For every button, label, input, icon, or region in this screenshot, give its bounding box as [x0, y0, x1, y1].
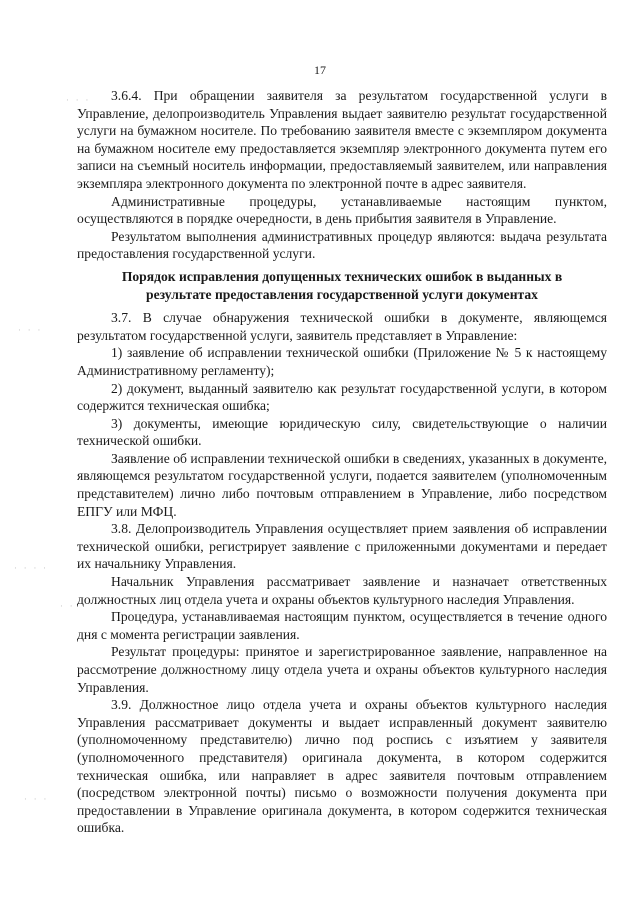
paragraph-3-9: 3.9. Должностное лицо отдела учета и охраны объектов культурного наследия Управления рассматривает документы и выдает исправленный документ заявителю (уполномоченному представителю) лично под роспись с изъятием у заявителя (уполномоченного представителя) оригинала документа, в котором содержится техническая ошибка, или направляет в адрес заявителя почтовым отправлением (посредством электронной почты) письмо о возможности получения документа при предоставлении в Управление оригинала документа, в котором содержится техническая ошибка. [77, 697, 607, 836]
paragraph-3-8: 3.8. Делопроизводитель Управления осуществляет прием заявления об исправлении технической ошибки, регистрирует заявление с приложенными документами и передает их начальнику Управления. [77, 521, 607, 572]
list-item-1: 1) заявление об исправлении технической ошибки (Приложение № 5 к настоящему Административному регламенту); [77, 345, 607, 378]
paragraph-head-review: Начальник Управления рассматривает заявление и назначает ответственных должностных лиц отдела учета и охраны объектов культурного наследия Управления. [77, 574, 607, 607]
scan-artifact: · · · · [14, 564, 49, 574]
paragraph-admin-procedures: Административные процедуры, устанавливаемые настоящим пунктом, осуществляются в порядке очередности, в день прибытия заявителя в Управление. [77, 193, 607, 227]
list-item-3: 3) документы, имеющие юридическую силу, свидетельствующие о наличии технической ошибки. [77, 415, 607, 449]
paragraph-procedure-term: Процедура, устанавливаемая настоящим пунктом, осуществляется в течение одного дня с момента регистрации заявления. [77, 609, 607, 642]
scan-artifact: · · · [18, 326, 43, 336]
scan-artifact: · · · [24, 795, 49, 805]
paragraph-3-6-4: 3.6.4. При обращении заявителя за результатом государственной услуги в Управление, делопроизводитель Управления выдает заявителю результат государственной услуги на бумажном носителе. По требованию заявителя вместе с экземпляром документа на бумажном носителе ему предоставляется экземпляр электронного документа путем его записи на съемный носитель информации, предоставляемый заявителем, или направления экземпляра электронного документа по электронной почте в адрес заявителя. [77, 88, 607, 191]
scan-artifact: · · · [66, 96, 91, 106]
paragraph-application-submission: Заявление об исправлении технической ошибки в сведениях, указанных в документе, являющемся результатом государственной услуги, подается заявителем (уполномоченным представителем) лично либо почтовым отправлением в Управление, либо посредством ЕПГУ или МФЦ. [77, 450, 607, 519]
paragraph-3-7: 3.7. В случае обнаружения технической ошибки в документе, являющемся результатом государственной услуги, заявитель представляет в Управление: [77, 310, 607, 343]
scan-artifact: · · [60, 602, 75, 612]
paragraph-procedure-result: Результат процедуры: принятое и зарегистрированное заявление, направленное на рассмотрение должностному лицу отдела учета и охраны объектов культурного наследия Управления. [77, 644, 607, 695]
section-heading: Порядок исправления допущенных технических ошибок в выданных в результате предоставления государственной услуги документах [121, 268, 563, 302]
page-number: 17 [314, 63, 326, 77]
list-item-2: 2) документ, выданный заявителю как результат государственной услуги, в котором содержится техническая ошибка; [77, 380, 607, 414]
document-body [77, 87, 607, 837]
paragraph-procedures-result: Результатом выполнения административных процедур являются: выдача результата предоставления государственной услуги. [77, 228, 607, 262]
